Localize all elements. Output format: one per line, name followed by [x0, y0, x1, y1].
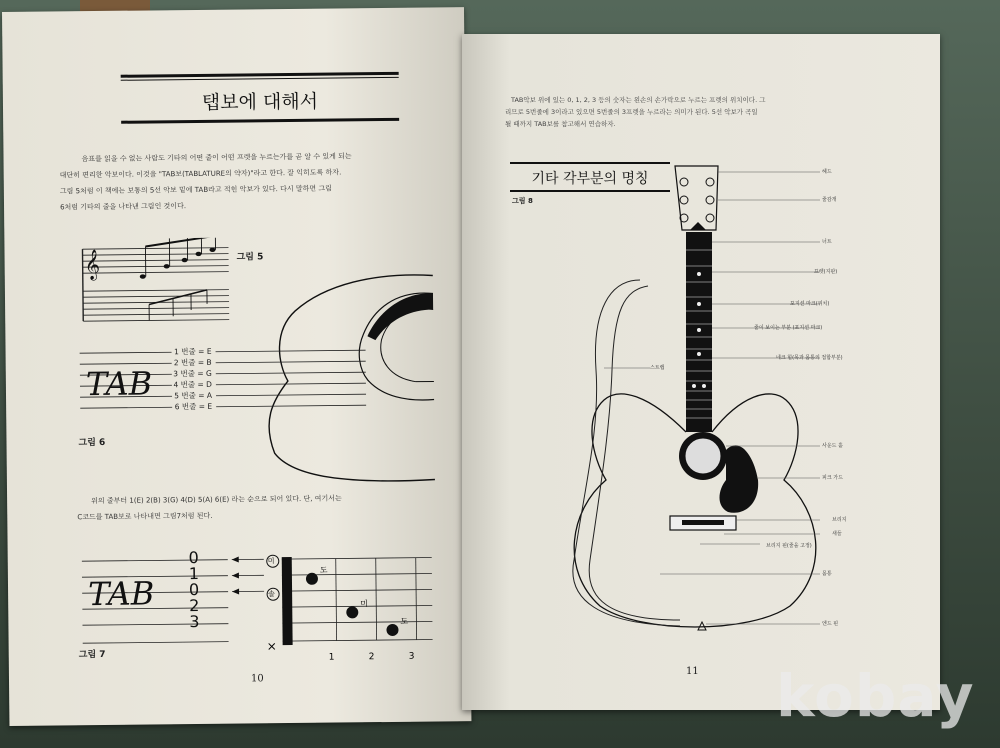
figure-5-label: 그림 5: [236, 252, 264, 263]
part-label: 스트랩: [650, 365, 665, 371]
fret-number: 2: [189, 595, 200, 616]
part-label: 사운드 홀: [822, 443, 843, 449]
part-label: 브리지: [832, 517, 847, 523]
right-paragraph: [505, 94, 855, 130]
fig7-note-label: 미: [360, 599, 368, 609]
para-line: 될 때까지 TAB보를 참고해서 연습하자.: [505, 120, 616, 128]
part-label: 줄감개: [822, 197, 837, 203]
part-label: 포지션 마크(위치): [790, 301, 830, 307]
fig7-mute-mark: ×: [266, 639, 277, 654]
right-page-title: 기타 각부분의 명칭: [531, 171, 649, 187]
para-line: 리므로 5번줄에 3이라고 있으면 5번줄의 3프렛을 누르라는 의미가 된다. 5선 악보가 곡일: [505, 108, 758, 116]
left-title-box: [121, 72, 400, 131]
string-names: [154, 346, 213, 413]
fret-number: 0: [188, 579, 200, 600]
part-label: 브리지 핀(줄을 고정): [766, 543, 812, 549]
string-name: 2 번줄 = B: [173, 357, 212, 368]
fig7-circle-label: 솔: [268, 590, 275, 599]
title-rule-bottom: [121, 118, 399, 124]
part-label: 몸통: [822, 571, 832, 577]
string-name: 4 번줄 = D: [173, 379, 212, 390]
figure-7-label: 그림 7: [78, 649, 106, 661]
para-line: C코드를 TAB보로 나타내면 그림7처럼 된다.: [77, 511, 213, 522]
left-page-number: 10: [250, 673, 264, 685]
part-label: 엔드 핀: [822, 621, 839, 627]
part-label: 피크 가드: [822, 475, 843, 481]
part-label: 네크 힐(목과 몸통의 접합부분): [776, 355, 843, 361]
part-label: 새들: [832, 531, 842, 537]
part-label: 헤드: [822, 169, 832, 175]
left-paragraph: [59, 147, 440, 215]
left-page: [2, 7, 471, 726]
figure-8-label: 그림 8: [512, 197, 533, 205]
fret-number: 3: [189, 611, 200, 632]
part-label: 프렛(지판): [814, 269, 838, 275]
treble-clef-icon: 𝄞: [84, 249, 101, 281]
para-line: 대단히 편리한 악보이다. 이것을 "TAB보(TABLATURE의 약자)"라고 한다. 잘 익히도록 하자.: [59, 168, 342, 180]
guitar-illustration: [540, 160, 840, 640]
figure-5-staff: [76, 238, 237, 336]
fig7-fret-column: [184, 547, 205, 632]
para-line: 음표를 읽을 수 없는 사람도 기타의 어떤 줄이 어떤 프렛을 누르는가를 곧 알 수 있게 되는: [81, 152, 352, 164]
string-name: 5 번줄 = A: [174, 390, 213, 401]
figure-6-label: 그림 6: [78, 437, 106, 449]
part-label: 줄이 보이는 부분 (포지션 마크): [754, 325, 823, 331]
kobay-watermark: kobay: [776, 662, 975, 730]
string-name: 3 번줄 = G: [173, 368, 212, 379]
para-line: 그림 5처럼 이 책에는 보통의 5선 악보 밑에 TAB라고 적힌 악보가 있다. 다시 말하면 그림: [59, 184, 332, 196]
left-paragraph-2: [77, 489, 457, 525]
string-name: 6 번줄 = E: [174, 401, 213, 412]
fig7-circle-label: 미: [267, 557, 275, 566]
fig7-note-label: 도: [400, 616, 409, 626]
fret-number: 1: [188, 563, 200, 584]
para-line: 위의 줄부터 1(E) 2(B) 3(G) 4(D) 5(A) 6(E) 라는 순으로 되어 있다. 단, 여기서는: [91, 494, 342, 506]
title-rule-top-thin: [121, 77, 399, 81]
string-name: 1 번줄 = E: [174, 346, 212, 357]
right-page-number: 11: [686, 666, 699, 677]
fig7-fret-number-label: 1: [328, 652, 335, 663]
fig7-fret-number-label: 3: [408, 651, 415, 662]
part-label: 너트: [822, 239, 832, 245]
fig7-note-label: 도: [319, 565, 328, 575]
para-line: TAB악보 위에 있는 0, 1, 2, 3 등의 숫자는 왼손의 손가락으로 누르는 프렛의 위치이다. 그: [511, 96, 766, 104]
figure-7-tab-word: TAB: [87, 574, 155, 614]
para-line: 6처럼 기타의 줄을 나타낸 그림인 것이다.: [60, 202, 187, 212]
fig7-fret-number-label: 2: [368, 652, 375, 663]
figure-6-tab-word: TAB: [85, 364, 153, 404]
fret-number: 0: [188, 547, 199, 568]
left-page-title: 탭보에 대해서: [201, 90, 319, 114]
